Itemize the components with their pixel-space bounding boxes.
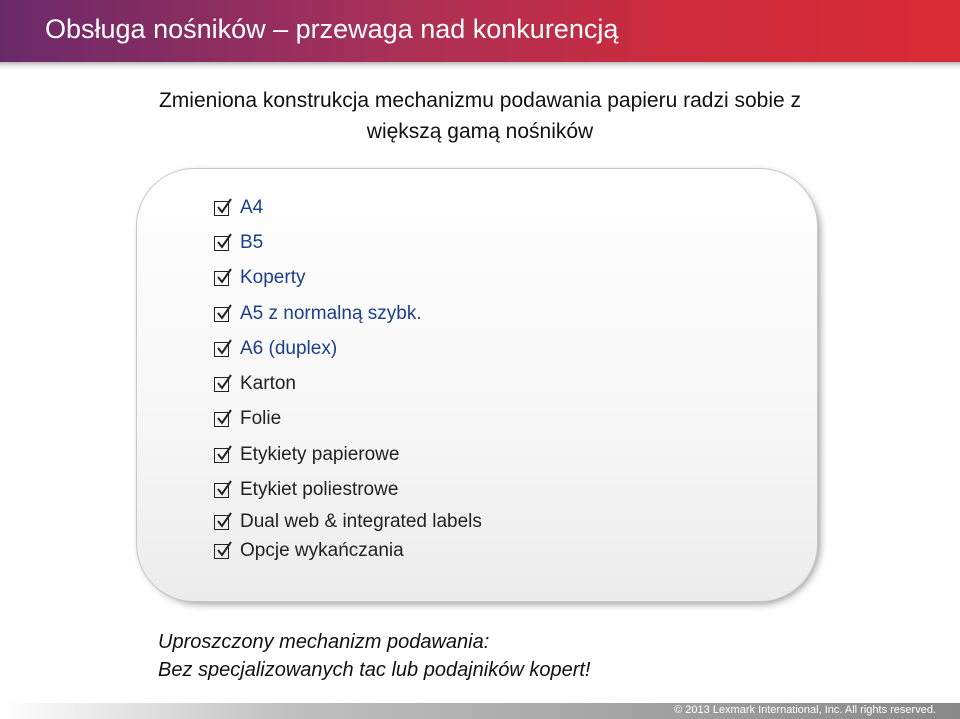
checked-box-icon: [214, 236, 229, 251]
checked-box-icon: [214, 307, 229, 322]
checked-box-icon: [214, 201, 229, 216]
list-item-label: Opcje wykańczania: [240, 540, 404, 561]
list-item: [214, 299, 422, 329]
checked-box-icon: [214, 377, 229, 392]
checked-box-icon: [214, 412, 229, 427]
list-item: [214, 263, 305, 293]
title-bar: [0, 0, 960, 62]
list-item: [214, 369, 296, 399]
list-item: [214, 334, 337, 364]
checked-box-icon: [214, 448, 229, 463]
subtitle-line-2: większą gamą nośników: [366, 120, 594, 143]
list-item: [214, 536, 404, 566]
list-item-label: A4: [240, 197, 264, 218]
list-item-label: Koperty: [240, 267, 306, 288]
copyright-text: © 2013 Lexmark International, Inc. All rights reserved.: [674, 704, 936, 716]
list-item-label: A6 (duplex): [240, 338, 338, 359]
checked-box-icon: [214, 544, 229, 559]
checked-box-icon: [214, 271, 229, 286]
subtitle-line-1: Zmieniona konstrukcja mechanizmu podawania papieru radzi sobie z: [158, 89, 801, 112]
list-item-label: Etykiet poliestrowe: [240, 479, 399, 500]
slide-subtitle: [0, 85, 960, 147]
list-item-label: A5 z normalną szybk.: [240, 303, 422, 324]
list-item: [214, 440, 399, 470]
list-item: [214, 193, 263, 223]
bottom-bar: [0, 703, 960, 719]
list-item-label: Etykiety papierowe: [240, 444, 400, 465]
title-divider: [0, 62, 960, 70]
list-item-label: Karton: [240, 373, 296, 394]
list-item: [214, 507, 482, 537]
footer-line-2: Bez specjalizowanych tac lub podajników kopert!: [158, 659, 591, 681]
checked-box-icon: [214, 515, 229, 530]
list-item-label: B5: [240, 232, 264, 253]
checked-box-icon: [214, 483, 229, 498]
checked-box-icon: [214, 342, 229, 357]
slide-title: Obsługa nośników – przewaga nad konkurencją: [45, 14, 619, 44]
footer-line-1: Uproszczony mechanizm podawania:: [158, 631, 490, 653]
list-item: [214, 475, 398, 505]
list-item: [214, 228, 263, 258]
list-item-label: Folie: [240, 408, 282, 429]
footer-note: [158, 628, 590, 684]
list-item: [214, 404, 281, 434]
list-item-label: Dual web & integrated labels: [240, 511, 482, 532]
